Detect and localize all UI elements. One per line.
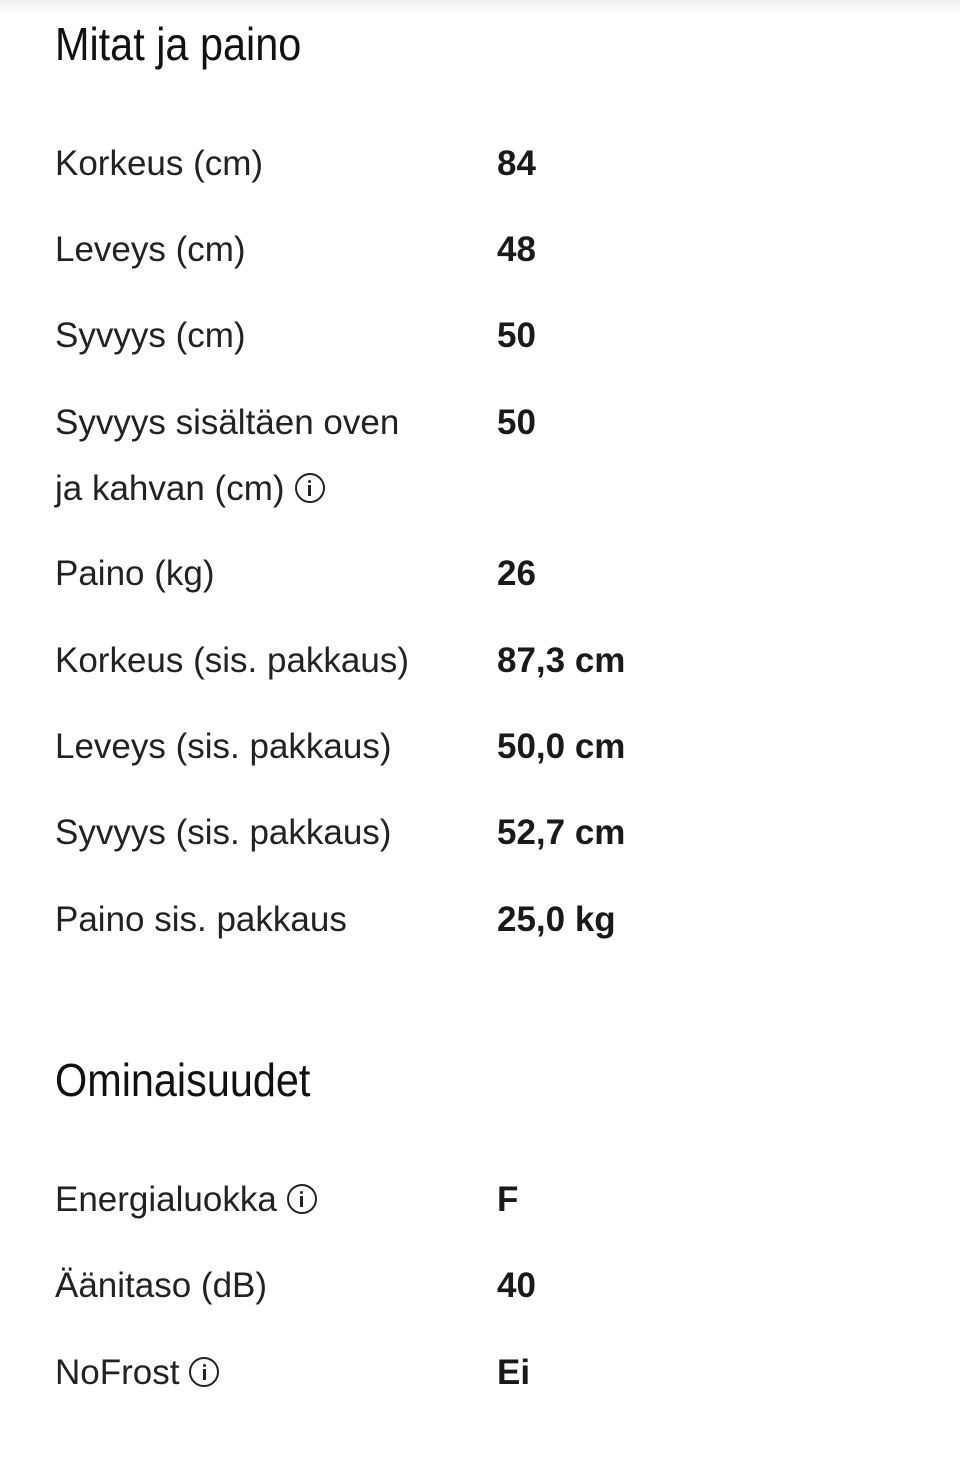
- top-edge-shadow: [0, 0, 960, 14]
- spec-label: Korkeus (sis. pakkaus): [55, 641, 410, 680]
- spec-value: 50: [497, 403, 536, 442]
- spec-label: Äänitaso (dB): [55, 1266, 268, 1305]
- spec-label: Paino sis. pakkaus: [55, 900, 347, 939]
- spec-label: Syvyys (sis. pakkaus): [55, 813, 392, 852]
- features-section-title: Ominaisuudet: [55, 1054, 311, 1106]
- spec-label-line-1: Syvyys sisältäen oven: [55, 403, 400, 442]
- spec-label: Leveys (sis. pakkaus): [55, 727, 392, 766]
- spec-label: Syvyys (cm): [55, 316, 246, 355]
- spec-label-line-2-text: ja kahvan (cm): [55, 469, 285, 508]
- spec-value: 50,0 cm: [497, 727, 626, 766]
- spec-value: 25,0 kg: [497, 900, 616, 939]
- spec-value: 50: [497, 316, 536, 355]
- spec-value: 52,7 cm: [497, 813, 626, 852]
- spec-label-text: Energialuokka: [55, 1180, 277, 1219]
- spec-value: 26: [497, 554, 536, 593]
- spec-label: [55, 1340, 455, 1406]
- spec-value: 87,3 cm: [497, 641, 626, 680]
- spec-label: [55, 1167, 455, 1233]
- spec-label: Korkeus (cm): [55, 144, 264, 183]
- info-circle-icon[interactable]: [189, 1357, 219, 1387]
- info-circle-icon[interactable]: [287, 1184, 317, 1214]
- spec-label-line-2: [55, 456, 455, 522]
- spec-label: [55, 390, 455, 522]
- spec-label: Paino (kg): [55, 554, 215, 593]
- spec-value: 40: [497, 1266, 536, 1305]
- spec-value: 84: [497, 144, 536, 183]
- spec-label-text: NoFrost: [55, 1353, 180, 1392]
- spec-value: Ei: [497, 1353, 531, 1392]
- info-circle-icon[interactable]: [295, 473, 325, 503]
- dimensions-section-title: Mitat ja paino: [55, 18, 302, 70]
- spec-value: F: [497, 1180, 519, 1219]
- spec-value: 48: [497, 230, 536, 269]
- spec-label: Leveys (cm): [55, 230, 246, 269]
